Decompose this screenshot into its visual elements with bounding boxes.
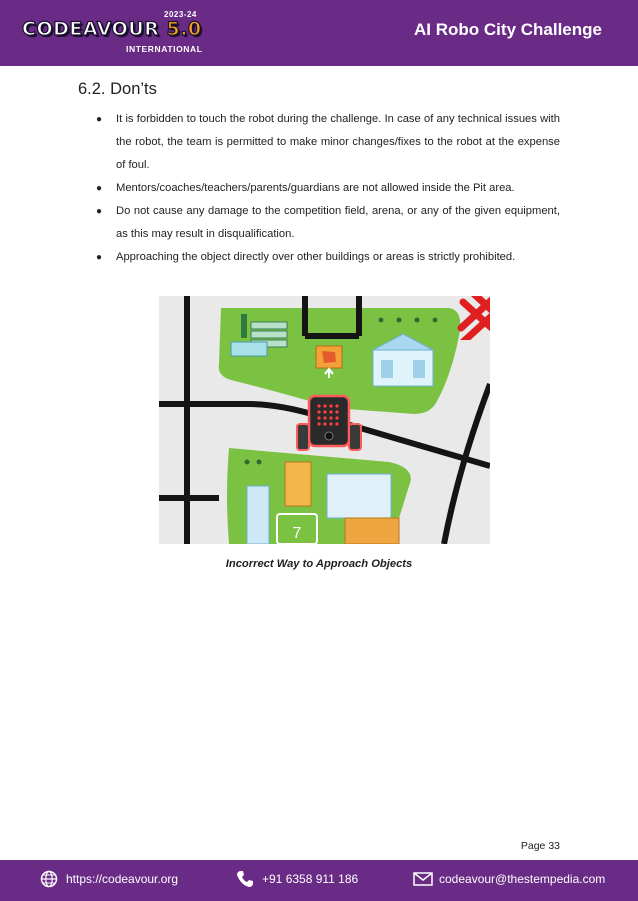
bullet-icon: ● bbox=[96, 114, 103, 125]
list-item bbox=[96, 177, 560, 200]
logo-subtitle: INTERNATIONAL bbox=[126, 44, 203, 54]
phone-icon bbox=[236, 870, 254, 888]
donts-list bbox=[96, 108, 560, 269]
logo-version: 5.0 bbox=[166, 18, 202, 40]
list-item bbox=[96, 108, 560, 177]
phone-number[interactable]: +91 6358 911 186 bbox=[262, 872, 359, 886]
page-header bbox=[0, 0, 638, 66]
list-item-text: Do not cause any damage to the competition field, arena, or any of the given equipment, as this may result in disqualification. bbox=[116, 205, 560, 240]
list-item-text: Approaching the object directly over other buildings or areas is strictly prohibited. bbox=[116, 251, 516, 263]
codeavour-logo bbox=[22, 8, 222, 58]
logo-year: 2023-24 bbox=[164, 10, 197, 19]
list-item bbox=[96, 200, 560, 246]
logo-main-text: CODEAVOUR bbox=[22, 18, 160, 40]
list-item bbox=[96, 246, 560, 269]
section-heading: 6.2. Don’ts bbox=[78, 80, 157, 98]
page-footer bbox=[0, 860, 638, 901]
page-number: Page 33 bbox=[520, 840, 560, 852]
figure-caption: Incorrect Way to Approach Objects bbox=[225, 558, 413, 570]
email-address[interactable]: codeavour@thestempedia.com bbox=[439, 872, 606, 886]
city-map-figure bbox=[159, 296, 490, 544]
bullet-icon: ● bbox=[96, 206, 103, 217]
logo-wordmark bbox=[22, 18, 202, 40]
envelope-icon bbox=[413, 870, 433, 888]
bullet-icon: ● bbox=[96, 252, 103, 263]
globe-icon bbox=[40, 870, 58, 888]
city-map-illustration bbox=[159, 296, 490, 544]
website-link[interactable]: https://codeavour.org bbox=[66, 872, 179, 886]
bullet-icon: ● bbox=[96, 183, 103, 194]
list-item-text: Mentors/coaches/teachers/parents/guardians are not allowed inside the Pit area. bbox=[116, 182, 515, 194]
header-title: AI Robo City Challenge bbox=[414, 20, 602, 39]
list-item-text: It is forbidden to touch the robot during the challenge. In case of any technical issues with the robot, the team is permitted to make minor changes/fixes to the robot at the expense of foul. bbox=[116, 113, 560, 171]
cross-mark-icon bbox=[455, 296, 490, 340]
zone-number: 7 bbox=[292, 525, 302, 542]
